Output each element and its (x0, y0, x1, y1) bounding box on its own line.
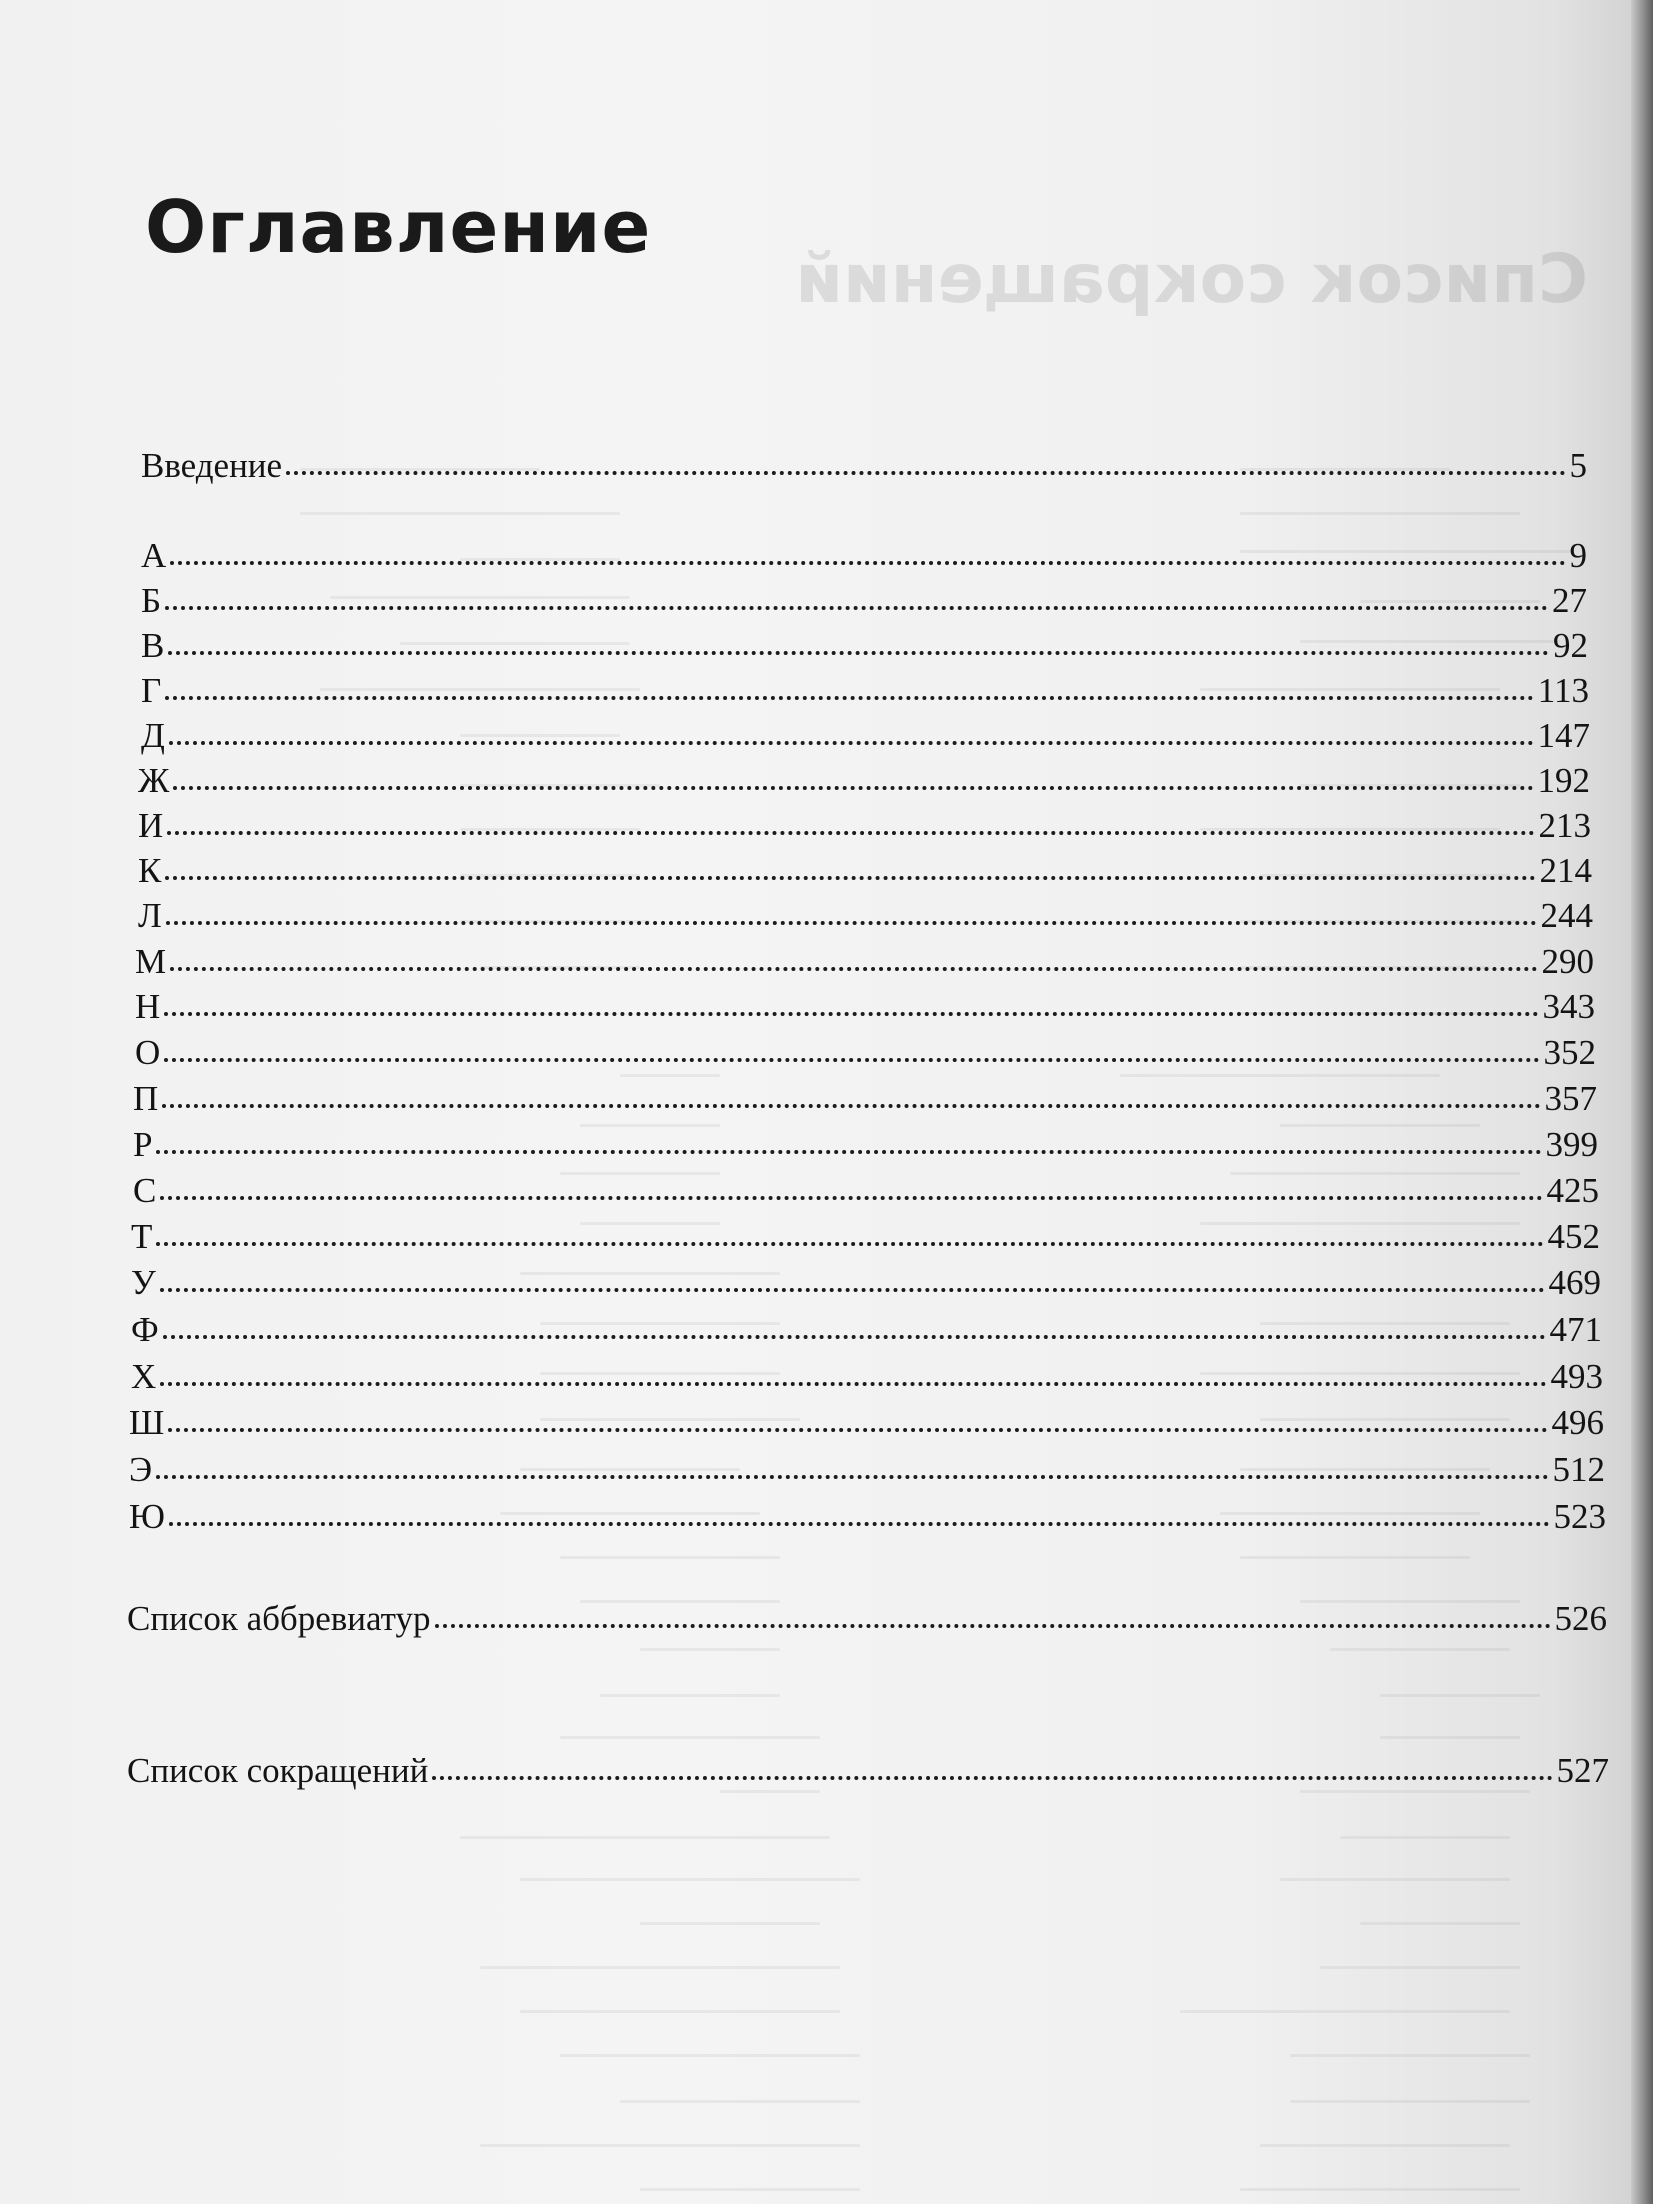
toc-entry-page: 399 (1545, 1125, 1598, 1164)
dot-leader (156, 1149, 1541, 1154)
toc-entry-page: 113 (1537, 671, 1589, 710)
toc-entry-letter-s (133, 1169, 1599, 1213)
toc-entry-label: Н (135, 987, 161, 1026)
dot-leader (435, 1623, 1551, 1628)
toc-entry-page: 471 (1549, 1310, 1602, 1349)
toc-entry-letter-u (131, 1261, 1601, 1305)
toc-entry-contractions-list (127, 1749, 1609, 1793)
toc-entry-label: В (141, 626, 165, 665)
toc-entry-letter-o (135, 1031, 1596, 1075)
toc-entry-page: 352 (1543, 1033, 1596, 1072)
toc-entry-label: Введение (141, 446, 283, 485)
toc-entry-page: 5 (1569, 446, 1587, 485)
toc-entry-label: Список аббревиатур (127, 1599, 431, 1638)
toc-entry-label: А (141, 536, 167, 575)
dot-leader (164, 1057, 1539, 1062)
dot-leader (165, 605, 1548, 610)
dot-leader (163, 1334, 1546, 1339)
toc-entry-label: Г (141, 671, 162, 710)
toc-entry-letter-d (141, 714, 1590, 758)
toc-entry-label: Ш (129, 1403, 165, 1442)
toc-entry-page: 452 (1547, 1217, 1600, 1256)
dot-leader (173, 785, 1533, 790)
toc-entry-label: Ф (131, 1310, 159, 1349)
toc-entry-letter-l (138, 894, 1593, 938)
toc-entry-page: 469 (1548, 1263, 1601, 1302)
toc-entry-label: Т (131, 1217, 153, 1256)
dot-leader (168, 1427, 1547, 1432)
dot-leader (286, 470, 1565, 475)
toc-entry-page: 213 (1538, 806, 1591, 845)
dot-leader (170, 966, 1537, 971)
toc-entry-label: Р (133, 1125, 153, 1164)
toc-entry-letter-p (133, 1077, 1597, 1121)
toc-entry-introduction (141, 444, 1587, 488)
toc-entry-abbreviations-list (127, 1597, 1607, 1641)
toc-entry-page: 496 (1551, 1403, 1604, 1442)
toc-entry-letter-k (138, 849, 1592, 893)
dot-leader (164, 1011, 1538, 1016)
toc-entry-page: 214 (1539, 851, 1592, 890)
book-binding-edge (1631, 0, 1653, 2204)
toc-entry-letter-a (141, 534, 1587, 578)
dot-leader (160, 1287, 1545, 1292)
dot-leader (160, 1195, 1542, 1200)
toc-entry-letter-t (131, 1215, 1600, 1259)
toc-entry-label: У (131, 1263, 156, 1302)
toc-entry-letter-n (135, 985, 1595, 1029)
toc-entry-page: 357 (1544, 1079, 1597, 1118)
dot-leader (169, 740, 1534, 745)
dot-leader (169, 1521, 1550, 1526)
toc-entry-label: М (135, 942, 167, 981)
toc-entry-page: 290 (1541, 942, 1594, 981)
toc-entry-label: П (133, 1079, 159, 1118)
toc-entry-label: Д (141, 716, 165, 755)
dot-leader (432, 1775, 1552, 1780)
toc-entry-label: Ж (138, 761, 170, 800)
toc-entry-page: 9 (1569, 536, 1587, 575)
toc-entry-page: 493 (1550, 1357, 1603, 1396)
toc-entry-label: Л (138, 896, 162, 935)
toc-entry-page: 343 (1542, 987, 1595, 1026)
toc-entry-page: 512 (1552, 1450, 1605, 1489)
toc-entry-letter-b (141, 579, 1587, 623)
toc-entry-page: 425 (1546, 1171, 1599, 1210)
toc-entry-page: 27 (1552, 581, 1587, 620)
dot-leader (170, 560, 1565, 565)
toc-entry-page: 92 (1553, 626, 1588, 665)
toc-entry-page: 244 (1540, 896, 1593, 935)
dot-leader (156, 1474, 1548, 1479)
toc-entry-page: 523 (1553, 1497, 1606, 1536)
toc-entry-letter-zh (138, 759, 1590, 803)
toc-entry-letter-g (141, 669, 1589, 713)
page-title: Оглавление (145, 185, 652, 269)
toc-entry-letter-sh (129, 1401, 1604, 1445)
toc-entry-letter-kh (131, 1355, 1603, 1399)
dot-leader (165, 875, 1535, 880)
bleed-through-title: Список сокращений (795, 240, 1588, 319)
toc-entry-letter-v (141, 624, 1588, 668)
toc-entry-page: 527 (1556, 1751, 1609, 1790)
toc-entry-page: 147 (1537, 716, 1590, 755)
toc-entry-label: И (138, 806, 164, 845)
toc-entry-label: Ю (129, 1497, 165, 1536)
dot-leader (168, 650, 1549, 655)
toc-entry-label: О (135, 1033, 161, 1072)
toc-entry-label: К (138, 851, 162, 890)
dot-leader (162, 1103, 1540, 1108)
toc-entry-label: С (133, 1171, 157, 1210)
dot-leader (165, 695, 1534, 700)
toc-entry-label: Э (129, 1450, 153, 1489)
toc-entry-letter-e (129, 1448, 1605, 1492)
toc-entry-letter-f (131, 1308, 1602, 1352)
toc-entry-page: 526 (1554, 1599, 1607, 1638)
toc-entry-label: Список сокращений (127, 1751, 429, 1790)
toc-entry-page: 192 (1537, 761, 1590, 800)
toc-entry-letter-i (138, 804, 1591, 848)
toc-entry-letter-r (133, 1123, 1598, 1167)
dot-leader (160, 1381, 1546, 1386)
toc-entry-letter-m (135, 940, 1594, 984)
toc-entry-label: Б (141, 581, 162, 620)
dot-leader (166, 920, 1537, 925)
toc-entry-label: Х (131, 1357, 157, 1396)
dot-leader (167, 830, 1534, 835)
toc-entry-letter-yu (129, 1495, 1606, 1539)
dot-leader (156, 1241, 1543, 1246)
